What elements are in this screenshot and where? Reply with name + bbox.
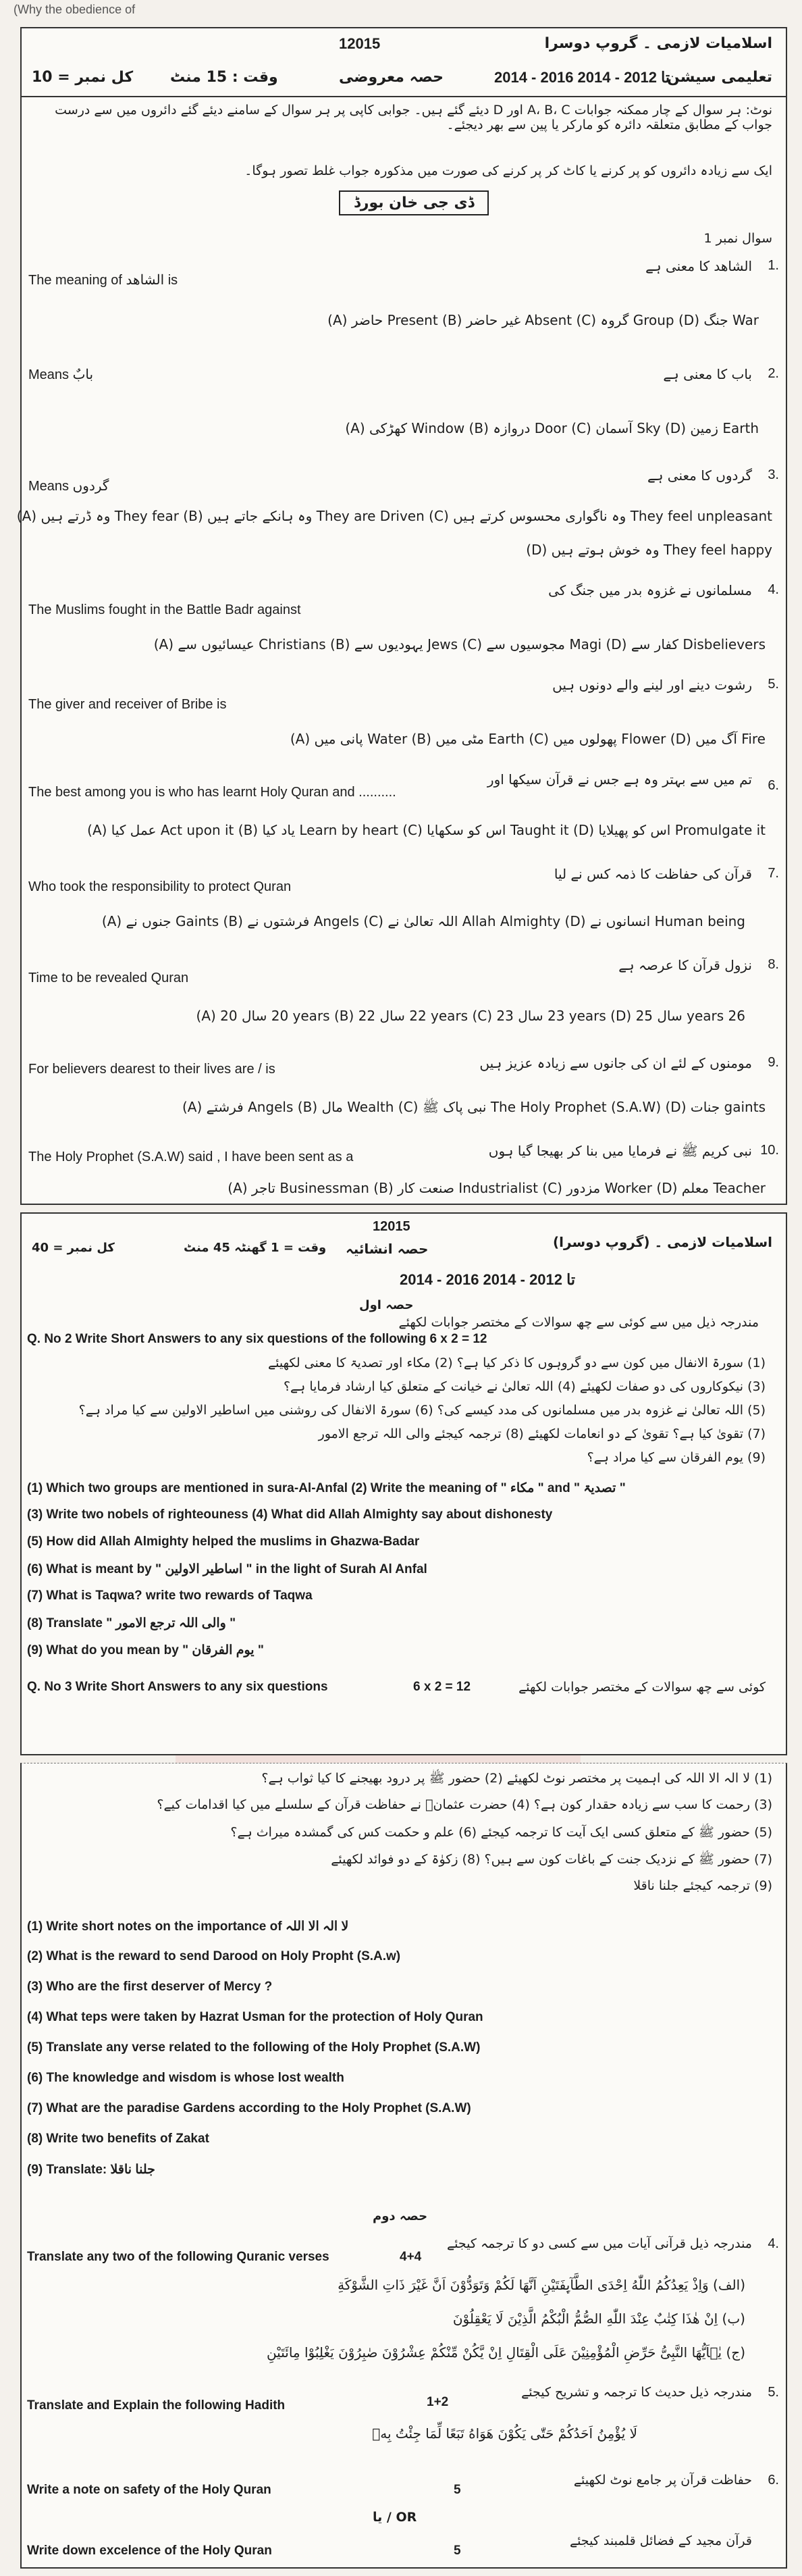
section-title: حصہ دوم xyxy=(373,2209,428,2223)
question-1-label: سوال نمبر 1 xyxy=(703,231,772,246)
q3-item: (4) What teps were taken by Hazrat Usman for the protection of Holy Quran xyxy=(27,2010,483,2024)
q5-marks: 1+2 xyxy=(427,2395,449,2409)
q-urdu: باب کا معنی ہے xyxy=(663,366,752,382)
q-urdu: الشاهد کا معنی ہے xyxy=(645,258,752,274)
session: 2014 - 2016 تا 2012 - 2014 xyxy=(494,69,670,86)
q4-english: Translate any two of the following Quranic verses xyxy=(27,2250,329,2264)
q3-urdu-item: (3) رحمت کا سب سے زیادہ حقدار کون ہے؟ (4) حضرت عثمانؓ نے حفاظت قرآن کے سلسلے میں کیا اقدامات کیے؟ xyxy=(157,1797,772,1812)
time: وقت : 15 منٹ xyxy=(170,69,278,86)
q2-item: (5) How did Allah Almighty helped the muslims in Ghazwa-Badar xyxy=(27,1535,420,1549)
section-title: حصہ معروضی xyxy=(339,69,444,86)
q-number: 4. xyxy=(768,582,779,597)
verse-a: (الف) وَاِذْ یَعِدُكُمُ اللّٰهُ اِحْدَى الطَّآىِٕفَتَیْنِ اَنَّهَا لَكُمْ وَتَوَدُّوْنَ اَنَّ غَیْرَ ذَاتِ الشَّوْكَةِ xyxy=(338,2277,745,2293)
session: 2014 - 2016 تا 2012 - 2014 xyxy=(400,1271,575,1288)
subjective-paper xyxy=(20,1212,787,1755)
q3-urdu-item: (9) ترجمہ کیجئے جلنا ناقلا xyxy=(633,1878,772,1893)
objective-paper xyxy=(16,27,787,1205)
q2-urdu-item: (7) تقویٰ کیا ہے؟ تقویٰ کے دو انعامات لکھیئے (8) ترجمہ کیجئے والی اللہ ترجع الامور xyxy=(318,1426,766,1441)
q-options: gaints جنات (D) The Holy Prophet (S.A.W) نبی پاک ﷺ (C) Wealth مال (B) Angels فرشتے (A) xyxy=(182,1099,766,1115)
q-urdu: مومنوں کے لئے ان کی جانوں سے زیادہ عزیز ہیں xyxy=(479,1055,752,1071)
q3-item: (7) What are the paradise Gardens according to the Holy Prophet (S.A.W) xyxy=(27,2101,471,2115)
q2-item: (3) Write two nobels of righteouness (4) What did Allah Almighty say about dishonesty xyxy=(27,1508,553,1522)
q6b-marks: 5 xyxy=(454,2544,461,2558)
q2-item: (7) What is Taqwa? write two rewards of Taqwa xyxy=(27,1589,313,1603)
q2-urdu-title: مندرجہ ذیل میں سے کوئی سے چھ سوالات کے مختصر جوابات لکھئے xyxy=(398,1315,759,1330)
q5-number: 5. xyxy=(768,2385,779,2400)
q6b-urdu: قرآن مجید کے فضائل قلمبند کیجئے xyxy=(569,2533,752,2548)
part-title: حصہ اول xyxy=(359,1298,414,1312)
q-urdu: گردوں کا معنی ہے xyxy=(647,467,752,484)
q-english: The meaning of الشاهد is xyxy=(28,273,178,288)
q-urdu: نزول قرآن کا عرصہ ہے xyxy=(618,957,752,973)
q-english: The Muslims fought in the Battle Badr against xyxy=(28,602,301,617)
q-english: Means گردوں xyxy=(28,479,109,494)
q3-item: (8) Write two benefits of Zakat xyxy=(27,2132,209,2146)
time: وقت = 1 گھنٹہ 45 منٹ xyxy=(184,1241,327,1255)
q3-urdu-item: (7) حضور ﷺ کے نزدیک جنت کے باغات کون سے ہیں؟ (8) زکوٰۃ کے دو فوائد لکھیئے xyxy=(331,1852,772,1867)
q-number: 7. xyxy=(768,866,779,881)
q3-item: (9) Translate: جلنا ناقلا xyxy=(27,2163,155,2177)
q2-item: (6) What is meant by " اساطیر الاولین " in the light of Surah Al Anfal xyxy=(27,1562,427,1576)
q-number: 5. xyxy=(768,677,779,692)
q-options: Earth زمین (D) Sky آسمان (C) Door دروازہ (B) Window کھڑکی (A) xyxy=(345,420,759,436)
q-number: 9. xyxy=(768,1055,779,1070)
q-options: 26 years سال 25 (D) 23 years سال 23 (C) 22 years سال 22 (B) 20 years سال 20 (A) xyxy=(196,1008,745,1024)
q-urdu: تم میں سے بہتر وہ ہے جس نے قرآن سیکھا اور xyxy=(487,771,752,788)
q-urdu: قرآن کی حفاظت کا ذمہ کس نے لیا xyxy=(554,866,752,882)
q2-title: Q. No 2 Write Short Answers to any six questions of the following 6 x 2 = 12 xyxy=(27,1332,487,1346)
or-separator: OR / یا xyxy=(373,2510,417,2525)
q6-english: Write a note on safety of the Holy Quran xyxy=(27,2483,271,2497)
marks: کل نمبر = 40 xyxy=(32,1241,115,1255)
q-options: Disbelievers کفار سے (D) Magi مجوسیوں سے (C) Jews یہودیوں سے (B) Christians عیسائیوں سے (A) xyxy=(153,636,766,652)
q-english: Means بابٌ xyxy=(28,367,94,382)
q3-urdu-title: کوئی سے چھ سوالات کے مختصر جوابات لکھئے xyxy=(518,1680,766,1695)
q-number: 8. xyxy=(768,957,779,972)
q-options: Teacher معلم (D) Worker مزدور (C) Industrialist صنعت کار (B) Businessman تاجر (A) xyxy=(228,1180,766,1196)
q3-item: (2) What is the reward to send Darood on Holy Propht (S.A.w) xyxy=(27,1949,401,1963)
q3-marks: 6 x 2 = 12 xyxy=(413,1680,471,1694)
group-title: اسلامیات لازمی ۔ (گروپ دوسرا) xyxy=(553,1234,772,1250)
q-number: 10. xyxy=(760,1143,779,1158)
q3-title: Q. No 3 Write Short Answers to any six questions xyxy=(27,1680,328,1694)
q2-item: (9) What do you mean by " یوم الفرقان " xyxy=(27,1643,264,1657)
q6-urdu: حفاظت قرآن پر جامع نوٹ لکھیئے xyxy=(573,2473,752,2488)
verse-b: (ب) اِنْ هٰذَا كِتٰبٌ عِنْدَ اللّٰهِ الصُّمُّ الْبُكْمُ الَّذِیْنَ لَا یَعْقِلُوْنَ xyxy=(452,2311,745,2327)
top-note: (Why the obedience of xyxy=(14,3,136,16)
q-english: Who took the responsibility to protect Quran xyxy=(28,879,292,894)
q2-urdu-item: (5) اللہ تعالیٰ نے غزوہ بدر میں مسلمانوں کی مدد کیسے کی؟ (6) سورۃ الانفال کی روشنی میں اساطیر الاولین سے کیا مراد ہے؟ xyxy=(78,1403,766,1418)
q-options-2: They feel happy وہ خوش ہوتے ہیں (D) xyxy=(526,542,772,558)
instructions-2: ایک سے زیادہ دائروں کو پر کرنے یا کاٹ کر پر کرنے کی صورت میں مذکورہ جواب غلط تصور ہوگا۔ xyxy=(244,163,772,178)
q-english: The Holy Prophet (S.A.W) said , I have been sent as a xyxy=(28,1150,354,1164)
marks: کل نمبر = 10 xyxy=(32,69,134,86)
q2-item: (8) Translate " والی اللہ ترجع الامور " xyxy=(27,1616,236,1630)
q-english: The giver and receiver of Bribe is xyxy=(28,697,227,712)
board-name: ڈی جی خان بورڈ xyxy=(339,190,489,215)
q3-item: (5) Translate any verse related to the following of the Holy Prophet (S.A.W) xyxy=(27,2040,481,2055)
q2-urdu-item: (9) یوم الفرقان سے کیا مراد ہے؟ xyxy=(587,1450,766,1465)
q-options: Promulgate it اس کو پھیلایا (D) Taught it اس کو سکھایا (C) Learn by heart یاد کیا (B) Act upon it عمل کیا (A) xyxy=(87,822,766,838)
q6-marks: 5 xyxy=(454,2483,461,2497)
class-line: 12015 xyxy=(339,35,381,52)
q-options: War جنگ (D) Group گروہ (C) Absent غیر حاضر (B) Present حاضر (A) xyxy=(327,312,759,328)
q5-urdu: مندرجہ ذیل حدیث کا ترجمہ و تشریح کیجئے xyxy=(521,2385,752,2400)
q3-item: (3) Who are the first deserver of Mercy ? xyxy=(27,1980,273,1994)
q-english: The best among you is who has learnt Holy Quran and .......... xyxy=(28,785,396,800)
group-title: اسلامیات لازمی ۔ گروپ دوسرا xyxy=(544,35,772,52)
q3-urdu-item: (5) حضور ﷺ کے متعلق کسی ایک آیت کا ترجمہ کیجئے (6) علم و حکمت کس کی گمشدہ میراث ہے؟ xyxy=(230,1825,772,1840)
q-english: Time to be revealed Quran xyxy=(28,971,189,985)
q3-urdu-item: (1) لا الہ الا اللہ کی اہمیت پر مختصر نوٹ لکھیئے (2) حضور ﷺ پر درود بھیجنے کا کیا ثواب ہے؟ xyxy=(261,1771,772,1786)
session-label: تعلیمی سیشن xyxy=(666,69,772,86)
q-number: 3. xyxy=(768,467,779,482)
q-number: 2. xyxy=(768,366,779,381)
q-english: For believers dearest to their lives are / is xyxy=(28,1062,275,1077)
section-title: حصہ انشائیہ xyxy=(346,1241,429,1257)
q-number: 6. xyxy=(768,778,779,793)
q-urdu: رشوت دینے اور لینے والے دونوں ہیں xyxy=(552,677,752,693)
q3-item: (6) The knowledge and wisdom is whose lost wealth xyxy=(27,2071,344,2085)
q-options: They feel unpleasant وہ ناگواری محسوس کرتے ہیں (C) They are Driven وہ ہانکے جاتے ہیں (B) They fear وہ ڈرتے ہیں (A) xyxy=(16,508,772,524)
q-options: Fire آگ میں (D) Flower پھولوں میں (C) Earth مٹی میں (B) Water پانی میں (A) xyxy=(290,731,766,747)
q-options: Human being انسانوں نے (D) Allah Almighty اللہ تعالیٰ نے (C) Angels فرشتوں نے (B) Gaints جنوں نے (A) xyxy=(101,913,745,929)
instructions-1: نوٹ: ہر سوال کے چار ممکنہ جوابات A، B، C اور D دیئے گئے ہیں۔ جوابی کاپی پر ہر سوال کے سامنے دیئے گئے دائروں میں سے درست جواب کے مطابق متعلقہ دائرہ کو مارکر یا پین سے بھر دیجئے۔ xyxy=(55,103,772,132)
q-urdu: نبی کریم ﷺ نے فرمایا میں بنا کر بھیجا گیا ہوں xyxy=(488,1143,752,1159)
q2-urdu-item: (1) سورۃ الانفال میں کون سے دو گروہوں کا ذکر کیا ہے؟ (2) مکاء اور تصدیۃ کا معنی لکھیئے xyxy=(267,1356,766,1370)
q6-number: 6. xyxy=(768,2473,779,2488)
q3-item: (1) Write short notes on the importance of لا الہ الا اللہ xyxy=(27,1920,349,1934)
q-number: 1. xyxy=(768,258,779,273)
q4-marks: 4+4 xyxy=(400,2250,422,2264)
q-urdu: مسلمانوں نے غزوہ بدر میں جنگ کی xyxy=(548,582,752,598)
q4-urdu: مندرجہ ذیل قرآنی آیات میں سے کسی دو کا ترجمہ کیجئے xyxy=(447,2236,752,2251)
q4-number: 4. xyxy=(768,2236,779,2251)
q2-urdu-item: (3) نیکوکاروں کی دو صفات لکھیئے (4) اللہ تعالیٰ نے خیانت کے متعلق کیا ارشاد فرمایا ہے؟ xyxy=(283,1379,766,1394)
verse-c: (ج) یٰۤاَیُّهَا النَّبِیُّ حَرِّضِ الْمُؤْمِنِیْنَ عَلَى الْقِتَالِ اِنْ یَّكُنْ مِّنْكُمْ عِشْرُوْنَ صٰبِرُوْنَ یَغْلِبُوْا مِائَتَیْنِ xyxy=(266,2344,745,2361)
subjective-paper-continued xyxy=(20,1763,787,2569)
hadith: لَا یُؤْمِنُ اَحَدُكُمْ حَتّٰی یَكُوْنَ هَوَاهُ تَبَعًا لِّمَا جِئْتُ بِهٖ xyxy=(372,2425,637,2442)
q6b-english: Write down excelence of the Holy Quran xyxy=(27,2544,272,2558)
class-line: 12015 xyxy=(373,1219,410,1234)
q2-item: (1) Which two groups are mentioned in sura-Al-Anfal (2) Write the meaning of " مکاء " and " تصدیۃ " xyxy=(27,1481,626,1495)
q5-english: Translate and Explain the following Hadith xyxy=(27,2398,286,2413)
